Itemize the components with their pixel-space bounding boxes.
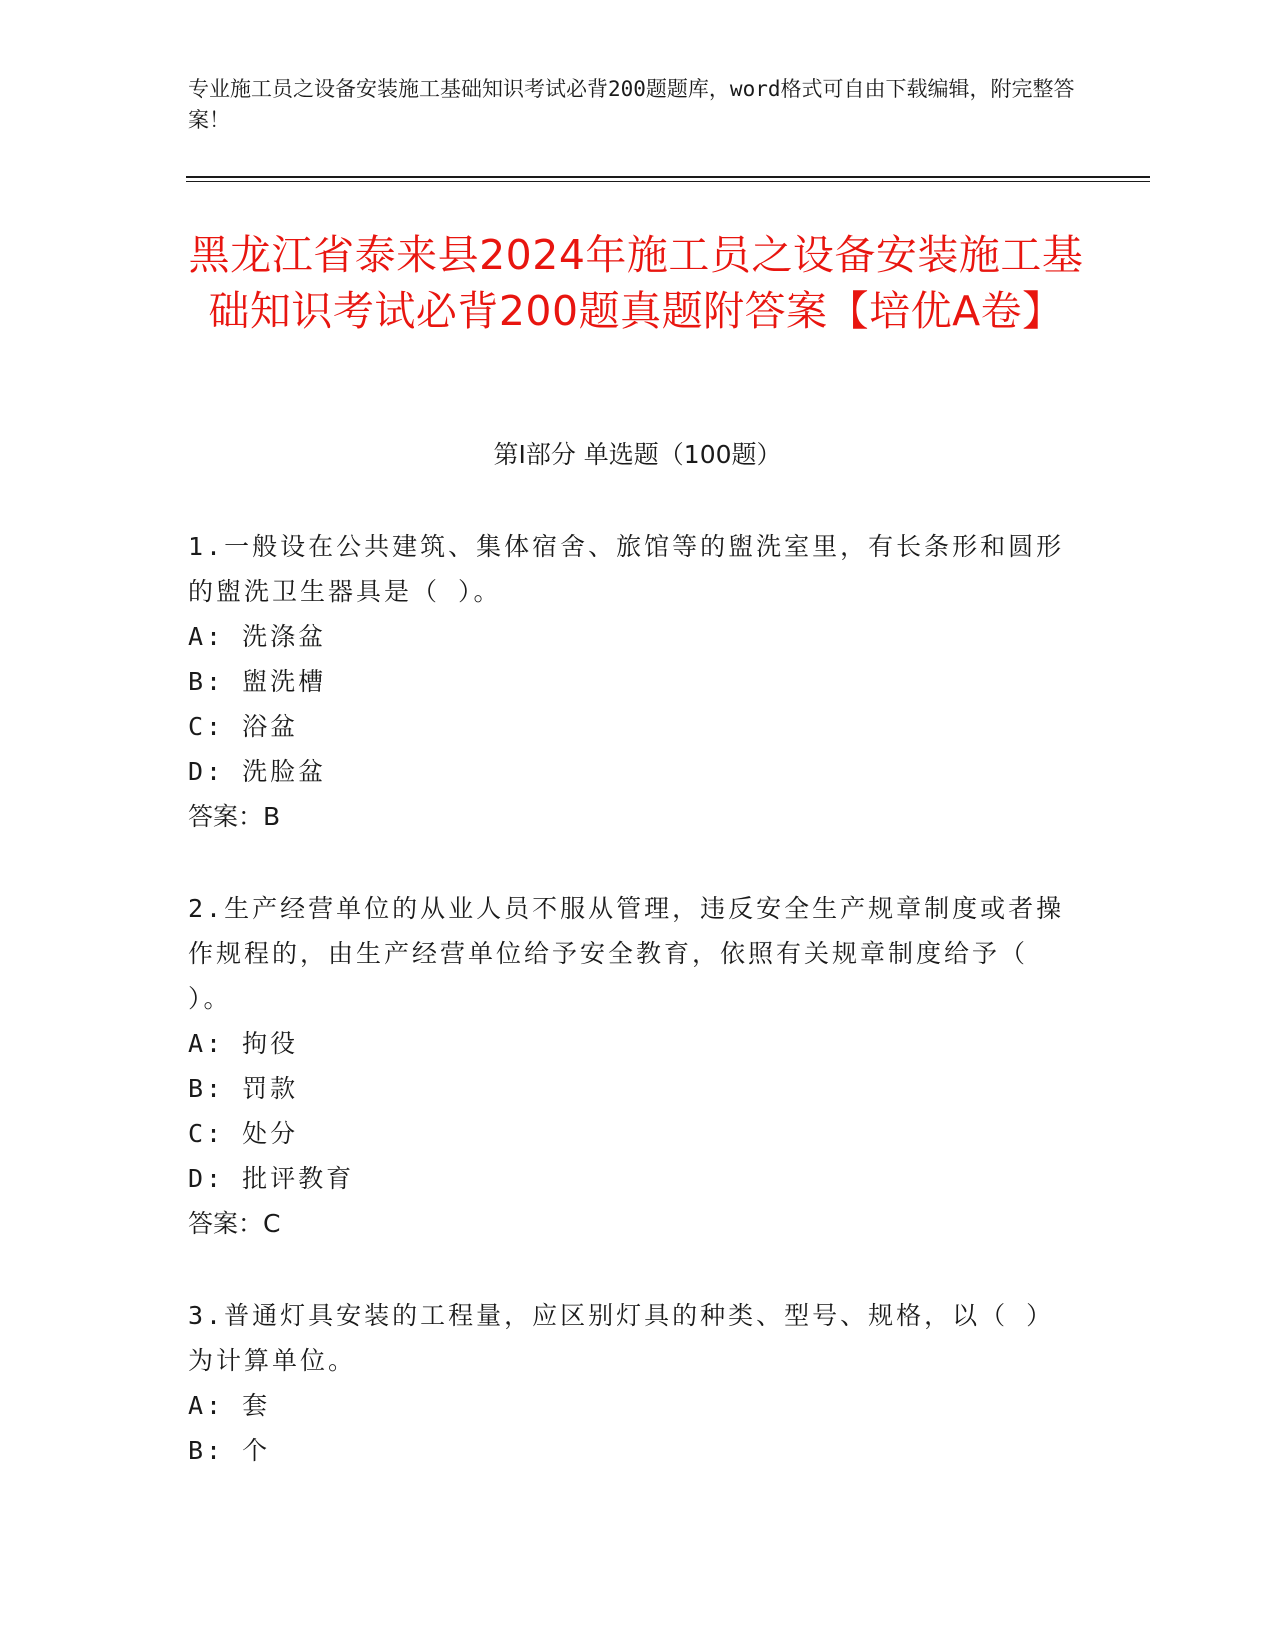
answer: 答案：B — [188, 802, 281, 831]
question-list — [188, 524, 1068, 1473]
question-stem: 1.一般设在公共建筑、集体宿舍、旅馆等的盥洗室里，有长条形和圆形的盥洗卫生器具是（ ）。 — [188, 532, 1065, 606]
question-1 — [188, 524, 1068, 839]
header-divider-thick — [186, 176, 1150, 178]
option-b: B: 罚款 — [188, 1074, 299, 1103]
question-stem: 3.普通灯具安装的工程量，应区别灯具的种类、型号、规格，以（ ）为计算单位。 — [188, 1301, 1055, 1375]
section-heading: 第Ⅰ部分 单选题（100题） — [493, 440, 782, 469]
document-title: 黑龙江省泰来县2024年施工员之设备安装施工基础知识考试必背200题真题附答案【培优A卷】 — [188, 231, 1084, 335]
answer: 答案：C — [188, 1209, 281, 1238]
question-stem: 2.生产经营单位的从业人员不服从管理，违反安全生产规章制度或者操作规程的，由生产经营单位给予安全教育，依照有关规章制度给予（ ）。 — [188, 894, 1065, 1013]
question-3 — [188, 1293, 1068, 1473]
option-c: C: 处分 — [188, 1119, 299, 1148]
question-spacer — [188, 1246, 1068, 1293]
option-a: A: 套 — [188, 1391, 271, 1420]
option-b: B: 盥洗槽 — [188, 667, 327, 696]
option-d: D: 洗脸盆 — [188, 757, 327, 786]
header-divider-thin — [186, 181, 1150, 182]
option-b: B: 个 — [188, 1436, 271, 1465]
option-c: C: 浴盆 — [188, 712, 299, 741]
option-a: A: 洗涤盆 — [188, 622, 327, 651]
option-d: D: 批评教育 — [188, 1164, 355, 1193]
option-a: A: 拘役 — [188, 1029, 299, 1058]
header-note: 专业施工员之设备安装施工基础知识考试必背200题题库，word格式可自由下载编辑，附完整答案！ — [188, 77, 1075, 132]
question-spacer — [188, 839, 1068, 886]
question-2 — [188, 886, 1068, 1246]
